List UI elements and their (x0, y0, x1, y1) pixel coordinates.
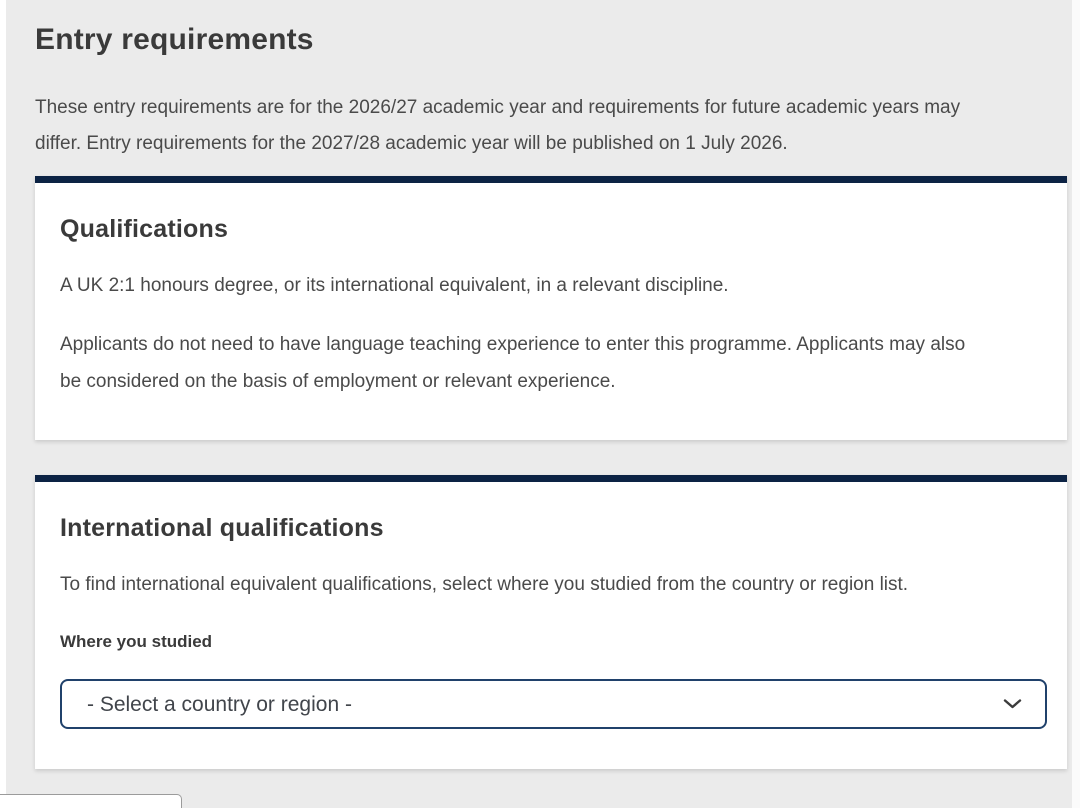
country-select-wrapper (60, 679, 1047, 729)
page-title: Entry requirements (35, 23, 314, 56)
international-qualifications-heading: International qualifications (60, 514, 384, 542)
paragraph-line: be considered on the basis of employment or relevant experience. (60, 371, 616, 392)
browser-status-bubble (0, 794, 182, 808)
international-qualifications-card (35, 475, 1067, 769)
international-description: To find international equivalent qualifications, select where you studied from the country or region list. (60, 574, 909, 595)
intro-paragraph (35, 90, 1067, 162)
intro-line: differ. Entry requirements for the 2027/28 academic year will be published on 1 July 2026. (35, 133, 788, 154)
country-region-select[interactable] (60, 679, 1047, 729)
intro-line: These entry requirements are for the 2026/27 academic year and requirements for future academic years may (35, 97, 961, 118)
qualifications-paragraph-2 (60, 326, 1042, 400)
page-edge-right (1072, 0, 1080, 808)
where-you-studied-label: Where you studied (60, 632, 213, 651)
qualifications-card (35, 176, 1067, 440)
paragraph-line: Applicants do not need to have language teaching experience to enter this programme. Applicants may also (60, 334, 966, 355)
page-edge-left (0, 0, 6, 808)
qualifications-paragraph-1: A UK 2:1 honours degree, or its international equivalent, in a relevant discipline. (60, 275, 729, 296)
entry-requirements-section (35, 0, 1067, 769)
qualifications-heading: Qualifications (60, 215, 229, 243)
